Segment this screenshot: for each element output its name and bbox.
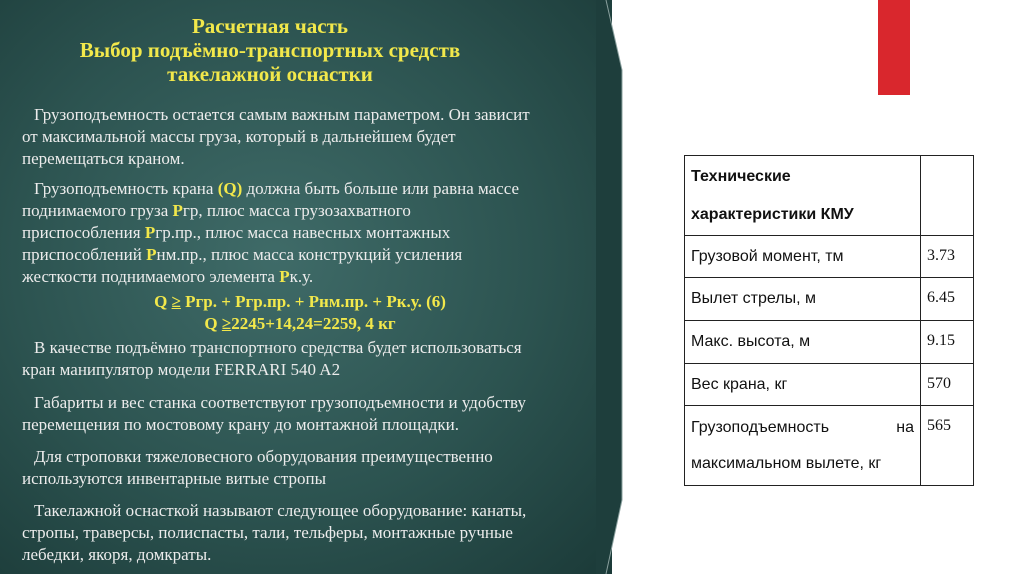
label-word: на bbox=[896, 418, 914, 436]
text-line bbox=[22, 266, 597, 288]
paragraph-capacity bbox=[22, 104, 597, 170]
row-label: Вес крана, кг bbox=[685, 364, 921, 406]
text-line: используются инвентарные витые стропы bbox=[22, 469, 327, 488]
text-line: лебедки, якоря, домкраты. bbox=[22, 545, 212, 564]
text-span: гр, плюс масса грузозахватного bbox=[182, 201, 411, 220]
text-span: приспособления bbox=[22, 223, 145, 242]
title-line-1: Расчетная часть bbox=[191, 14, 348, 38]
text-span: гр.пр., плюс масса навесных монтажных bbox=[155, 223, 451, 242]
p-symbol: Р bbox=[146, 245, 157, 264]
text-span: нм.пр., плюс масса конструкций усиления bbox=[156, 245, 463, 264]
label-word: Грузоподъемность bbox=[691, 418, 830, 436]
formula-ge: ≥ bbox=[171, 292, 181, 311]
row-value: 565 bbox=[921, 406, 974, 486]
title-line-2: Выбор подъёмно-транспортных средств bbox=[79, 38, 461, 62]
text-line: перемещения по мостовому крану до монтажной площадки. bbox=[22, 415, 460, 434]
label-line: максимальном вылете, кг bbox=[691, 454, 882, 472]
q-symbol: (Q) bbox=[217, 179, 243, 198]
text-line: Грузоподъемность остается самым важным параметром. Он зависит bbox=[34, 105, 530, 124]
text-line bbox=[22, 222, 597, 244]
text-line bbox=[22, 178, 597, 200]
row-label: Вылет стрелы, м bbox=[685, 278, 921, 321]
text-span: Грузоподъемность крана bbox=[34, 179, 218, 198]
row-value: 570 bbox=[921, 364, 974, 406]
formula-text: 2245+14,24=2259, 4 кг bbox=[231, 314, 396, 333]
specs-table bbox=[684, 155, 974, 486]
table-header-cell bbox=[685, 156, 921, 236]
table-row bbox=[685, 236, 974, 278]
table-row bbox=[685, 364, 974, 406]
row-label: Макс. высота, м bbox=[685, 321, 921, 364]
paragraph-dimensions bbox=[22, 392, 597, 436]
table-header-row bbox=[685, 156, 974, 236]
table-row bbox=[685, 406, 974, 486]
table-row bbox=[685, 278, 974, 321]
table-row bbox=[685, 321, 974, 364]
row-value: 3.73 bbox=[921, 236, 974, 278]
slide-title bbox=[60, 14, 480, 86]
text-line: перемещаться краном. bbox=[22, 149, 185, 168]
row-value: 6.45 bbox=[921, 278, 974, 321]
row-label: Грузовой момент, тм bbox=[685, 236, 921, 278]
red-accent-tab bbox=[878, 0, 910, 95]
label-line bbox=[691, 410, 914, 446]
text-line: стропы, траверсы, полиспасты, тали, тельферы, монтажные ручные bbox=[22, 523, 513, 542]
row-value: 9.15 bbox=[921, 321, 974, 364]
text-line: от максимальной массы груза, который в дальнейшем будет bbox=[22, 127, 456, 146]
text-line: Для строповки тяжеловесного оборудования преимущественно bbox=[34, 447, 493, 466]
paragraph-crane-model bbox=[22, 337, 597, 381]
p-symbol: Р bbox=[279, 267, 290, 286]
text-line bbox=[22, 244, 597, 266]
formula-text: Q bbox=[154, 292, 172, 311]
paragraph-slinging bbox=[22, 446, 597, 490]
text-span: к.у. bbox=[289, 267, 314, 286]
text-line: Такелажной оснасткой называют следующее оборудование: канаты, bbox=[34, 501, 527, 520]
text-line: В качестве подъёмно транспортного средства будет использоваться bbox=[34, 338, 522, 357]
formula-text: Q bbox=[204, 314, 222, 333]
text-line: Габариты и вес станка соответствуют грузоподъемности и удобству bbox=[34, 393, 526, 412]
formula-text: Ргр. + Ргр.пр. + Рнм.пр. + Рк.у. (6) bbox=[180, 292, 446, 311]
header-line: Технические bbox=[691, 167, 791, 185]
formula-general bbox=[60, 291, 540, 313]
text-span: приспособлений bbox=[22, 245, 147, 264]
text-span: жесткости поднимаемого элемента bbox=[22, 267, 280, 286]
text-span: должна быть больше или равна массе bbox=[242, 179, 520, 198]
header-line: характеристики КМУ bbox=[691, 205, 854, 223]
table-header-empty bbox=[921, 156, 974, 236]
p-symbol: Р bbox=[172, 201, 183, 220]
title-line-3: такелажной оснастки bbox=[167, 62, 373, 86]
row-label bbox=[685, 406, 921, 486]
paragraph-crane-capacity bbox=[22, 178, 597, 288]
text-line: кран манипулятор модели FERRARI 540 A2 bbox=[22, 360, 341, 379]
paragraph-rigging bbox=[22, 500, 597, 566]
p-symbol: Р bbox=[144, 223, 156, 242]
formula-calculated bbox=[60, 313, 540, 335]
text-line bbox=[22, 200, 597, 222]
panel-edge-decoration bbox=[596, 0, 626, 574]
text-span: поднимаемого груза bbox=[22, 201, 173, 220]
formula-ge: ≥ bbox=[221, 314, 232, 333]
